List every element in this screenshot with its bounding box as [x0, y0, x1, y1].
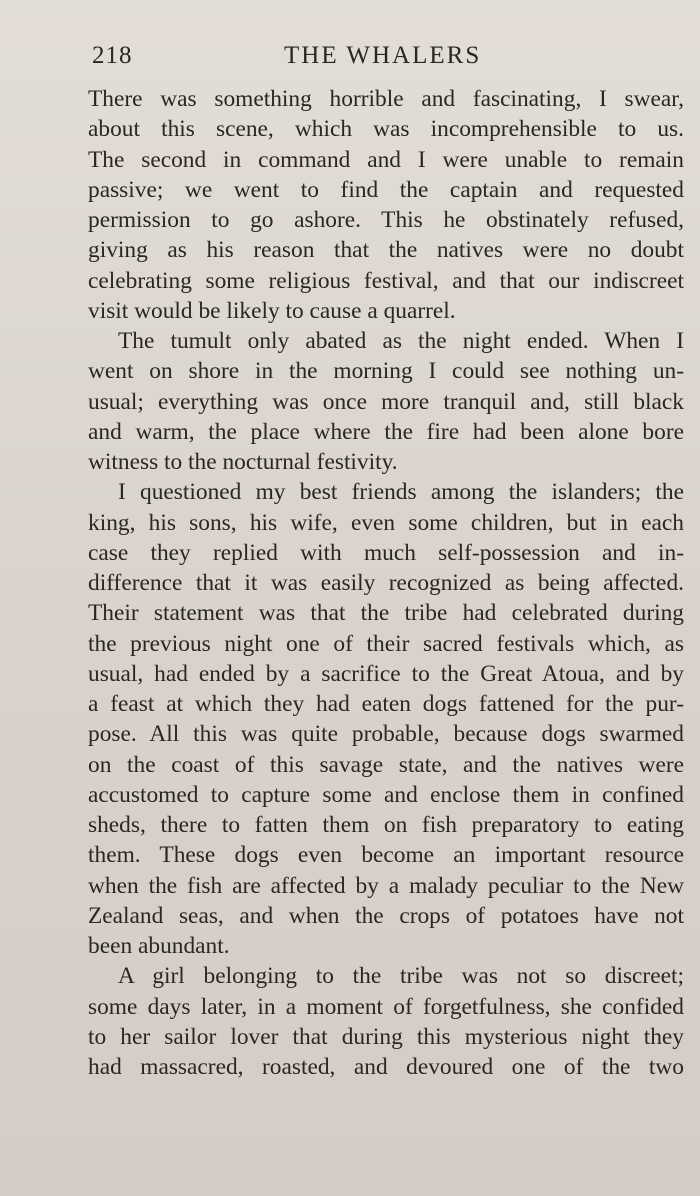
text-line: to her sailor lover that during this mysterious night they [88, 1023, 684, 1050]
text-line: Zealand seas, and when the crops of potatoes have not [88, 902, 684, 929]
text-line: had massacred, roasted, and devoured one of the two [88, 1054, 684, 1080]
text-line: been abundant. [88, 933, 230, 959]
text-line: visit would be likely to cause a quarrel. [88, 297, 456, 324]
body-text [88, 84, 684, 1082]
text-line: and warm, the place where the fire had been alone bore [88, 418, 684, 445]
text-line: case they replied with much self-possession and in- [88, 539, 684, 566]
text-line: some days later, in a moment of forgetfulness, she confided [88, 993, 684, 1020]
text-line: permission to go ashore. This he obstinately refused, [88, 207, 684, 233]
text-line: The tumult only abated as the night ended. When I [118, 328, 684, 354]
book-title: THE WHALERS [284, 42, 482, 69]
text-line: king, his sons, his wife, even some children, but in each [88, 509, 684, 536]
text-line: celebrating some religious festival, and that our indiscreet [88, 267, 684, 294]
text-line: usual; everything was once more tranquil and, still black [88, 388, 684, 415]
text-line: a feast at which they had eaten dogs fattened for the pur- [88, 691, 684, 717]
page-number: 218 [92, 42, 133, 69]
text-line: about this scene, which was incomprehensible to us. [88, 116, 684, 143]
text-line: went on shore in the morning I could see nothing un- [88, 358, 684, 385]
text-line: giving as his reason that the natives were no doubt [88, 237, 684, 264]
text-line: sheds, there to fatten them on fish preparatory to eating [88, 812, 684, 838]
text-line: I questioned my best friends among the islanders; the [118, 479, 684, 506]
running-head [92, 38, 682, 74]
text-line: Their statement was that the tribe had celebrated during [88, 600, 684, 627]
text-line: passive; we went to find the captain and requested [88, 176, 684, 203]
text-line: difference that it was easily recognized as being affected. [88, 570, 684, 596]
text-line: them. These dogs even become an important resource [88, 842, 684, 869]
text-line: when the fish are affected by a malady peculiar to the New [88, 872, 684, 899]
text-line: accustomed to capture some and enclose them in confined [88, 781, 684, 808]
text-line: The second in command and I were unable to remain [88, 146, 684, 173]
text-line: A girl belonging to the tribe was not so discreet; [118, 963, 684, 990]
text-line: pose. All this was quite probable, because dogs swarmed [88, 721, 684, 748]
text-line: on the coast of this savage state, and the natives were [88, 751, 684, 778]
text-line: witness to the nocturnal festivity. [88, 449, 398, 475]
text-line: There was something horrible and fascinating, I swear, [88, 86, 684, 112]
text-line: usual, had ended by a sacrifice to the Great Atoua, and by [88, 660, 684, 687]
text-line: the previous night one of their sacred festivals which, as [88, 630, 684, 657]
